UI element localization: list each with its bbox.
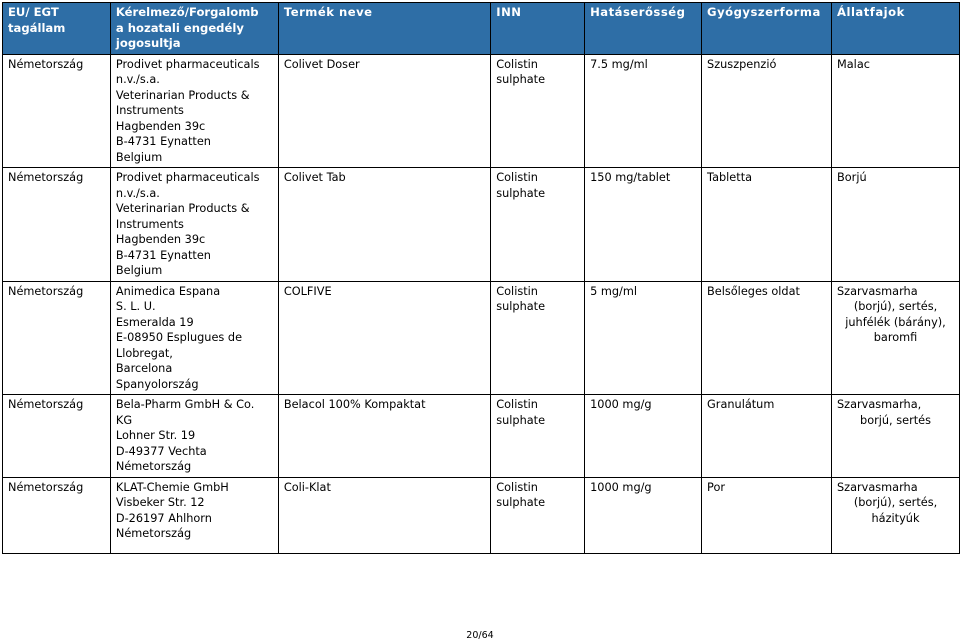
holder-cell-line: S. L. U.	[115, 300, 156, 313]
inn-cell-line: Colistin	[496, 398, 538, 411]
header-inn: INN	[491, 3, 585, 55]
holder-cell-line: B-4731 Eynatten	[115, 135, 211, 148]
table-body	[3, 54, 960, 553]
form-cell: Granulátum	[702, 395, 832, 478]
holder-cell-line: Bela-Pharm GmbH & Co.	[115, 398, 255, 411]
strength-cell: 1000 mg/g	[585, 395, 702, 478]
holder-cell-line: Llobregat,	[115, 346, 173, 360]
holder-cell-line: Hagbenden 39c	[115, 233, 206, 246]
holder-cell-line: Spanyolország	[115, 377, 199, 391]
inn-cell-line: sulphate	[496, 186, 546, 200]
holder-cell-line: Belgium	[115, 264, 163, 277]
species-cell-line: Szarvasmarha	[837, 480, 918, 494]
species-cell	[832, 477, 960, 553]
country-cell: Németország	[3, 281, 111, 395]
table-row	[3, 477, 960, 553]
species-cell-line: baromfi	[873, 331, 918, 344]
inn-cell	[491, 281, 585, 395]
inn-cell	[491, 54, 585, 168]
holder-cell-line: B-4731 Eynatten	[115, 248, 211, 262]
table-row	[3, 281, 960, 395]
inn-cell-line: Colistin	[496, 480, 538, 494]
species-cell-line: juhfélék (bárány),	[845, 315, 946, 329]
holder-cell-line: Animedica Espana	[115, 284, 221, 298]
table-row	[3, 168, 960, 282]
holder-cell-line: D-26197 Ahlhorn	[115, 511, 212, 525]
species-cell	[832, 395, 960, 478]
holder-cell-line: n.v./s.a.	[115, 186, 160, 200]
species-cell-line: Szarvasmarha,	[837, 398, 922, 411]
species-cell	[832, 168, 960, 282]
holder-cell-line: Veterinarian Products &	[115, 202, 250, 215]
table-row	[3, 54, 960, 168]
country-cell: Németország	[3, 477, 111, 553]
holder-cell-line: KLAT-Chemie GmbH	[115, 480, 229, 494]
product-name-cell: Belacol 100% Kompaktat	[278, 395, 490, 478]
product-name-cell: Colivet Doser	[278, 54, 490, 168]
holder-cell-line: Németország	[115, 527, 192, 540]
holder-cell	[110, 395, 278, 478]
holder-cell-line: Esmeralda 19	[115, 315, 194, 329]
inn-cell-line: Colistin	[496, 171, 538, 184]
holder-cell-line: Veterinarian Products &	[115, 88, 250, 102]
holder-cell-line: Visbeker Str. 12	[115, 496, 205, 509]
species-cell-line: Szarvasmarha	[837, 284, 918, 298]
holder-cell-line: Prodivet pharmaceuticals	[115, 171, 260, 184]
strength-cell: 7.5 mg/ml	[585, 54, 702, 168]
holder-cell-line: D-49377 Vechta	[115, 444, 207, 458]
inn-cell	[491, 168, 585, 282]
holder-cell	[110, 54, 278, 168]
header-form: Gyógyszerforma	[702, 3, 832, 55]
inn-cell	[491, 477, 585, 553]
species-cell-line: (borjú), sertés,	[853, 496, 938, 509]
product-name-cell: Colivet Tab	[278, 168, 490, 282]
holder-cell	[110, 168, 278, 282]
holder-cell	[110, 281, 278, 395]
holder-cell-line: n.v./s.a.	[115, 73, 160, 86]
product-name-cell: Coli-Klat	[278, 477, 490, 553]
header-species: Állatfajok	[832, 3, 960, 55]
holder-cell-line: Belgium	[115, 150, 163, 164]
holder-cell-line: Lohner Str. 19	[115, 429, 196, 442]
form-cell: Tabletta	[702, 168, 832, 282]
inn-cell-line: sulphate	[496, 496, 546, 509]
holder-cell-line: KG	[115, 413, 133, 427]
species-cell-line: (borjú), sertés,	[853, 300, 938, 313]
header-product: Termék neve	[278, 3, 490, 55]
holder-cell-line: E-08950 Esplugues de	[115, 331, 243, 344]
species-cell-line: házityúk	[871, 511, 920, 525]
page-number: 20/64	[466, 630, 494, 641]
species-cell-line: Malac	[837, 57, 870, 71]
inn-cell-line: Colistin	[496, 284, 538, 298]
species-cell	[832, 54, 960, 168]
inn-cell	[491, 395, 585, 478]
country-cell: Németország	[3, 395, 111, 478]
strength-cell: 5 mg/ml	[585, 281, 702, 395]
header-strength: Hatáserősség	[585, 3, 702, 55]
strength-cell: 150 mg/tablet	[585, 168, 702, 282]
form-cell: Belsőleges oldat	[702, 281, 832, 395]
table-row	[3, 395, 960, 478]
country-cell: Németország	[3, 54, 111, 168]
inn-cell-line: sulphate	[496, 73, 546, 86]
holder-cell-line: Instruments	[115, 104, 184, 117]
header-country: EU/ EGT tagállam	[3, 3, 111, 55]
holder-cell	[110, 477, 278, 553]
holder-cell-line: Hagbenden 39c	[115, 119, 206, 133]
inn-cell-line: Colistin	[496, 57, 538, 71]
form-cell: Por	[702, 477, 832, 553]
product-name-cell: COLFIVE	[278, 281, 490, 395]
holder-cell-line: Barcelona	[115, 362, 173, 375]
holder-cell-line: Instruments	[115, 217, 184, 231]
holder-cell-line: Prodivet pharmaceuticals	[115, 57, 260, 71]
inn-cell-line: sulphate	[496, 413, 546, 427]
species-cell-line: borjú, sertés	[860, 413, 931, 427]
species-cell-line: Borjú	[837, 171, 867, 184]
inn-cell-line: sulphate	[496, 300, 546, 313]
form-cell: Szuszpenzió	[702, 54, 832, 168]
strength-cell: 1000 mg/g	[585, 477, 702, 553]
country-cell: Németország	[3, 168, 111, 282]
species-cell	[832, 281, 960, 395]
product-table	[2, 2, 960, 554]
header-holder: Kérelmező/Forgalomb a hozatali engedély jogosultja	[110, 3, 278, 55]
table-header-row	[3, 3, 960, 55]
holder-cell-line: Németország	[115, 460, 192, 473]
